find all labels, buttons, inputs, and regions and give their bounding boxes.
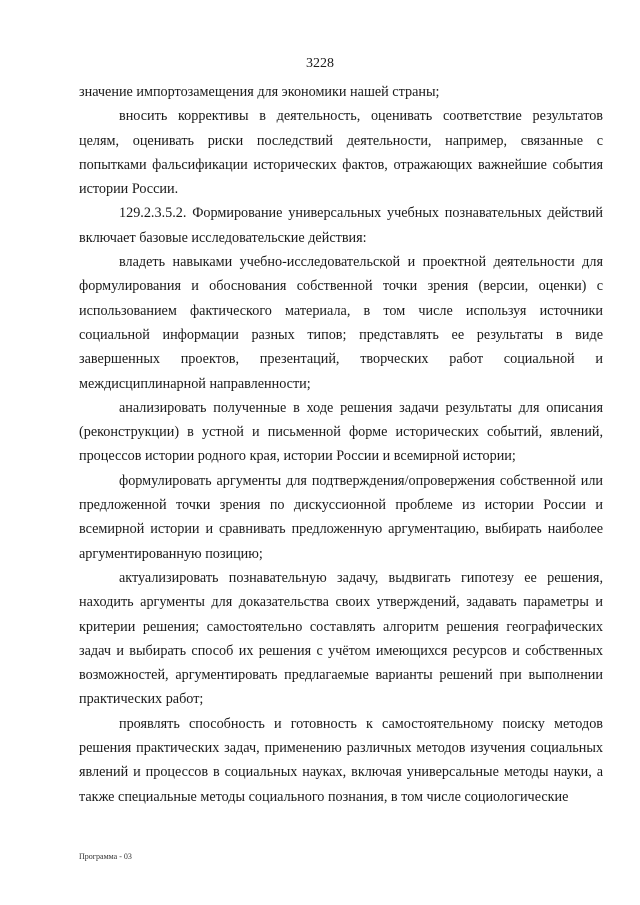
paragraph-3: 129.2.3.5.2. Формирование универсальных учебных познавательных действий включает базовые исследовательские действия: — [79, 205, 603, 246]
paragraph-2: вносить коррективы в деятельность, оценивать соответствие результатов целям, оценивать риски последствий деятельности, например, связанные с попытками фальсификации исторических фактов, отражающих важнейшие события истории России. — [79, 108, 603, 198]
paragraph-1: значение импортозамещения для экономики нашей страны; — [79, 84, 440, 100]
paragraph-7: актуализировать познавательную задачу, выдвигать гипотезу ее решения, находить аргументы для доказательства своих утверждений, задавать параметры и критерии решения; самостоятельно составлять алгоритм решения географических задач и выбирать способ их решения с учётом имеющихся ресурсов и собственных возможностей, аргументировать предлагаемые варианты решений при выполнении практических работ; — [79, 569, 603, 708]
footer-mark: Программа - 03 — [79, 852, 132, 861]
paragraph-5: анализировать полученные в ходе решения задачи результаты для описания (реконструкции) в устной и письменной форме исторических событий, явлений, процессов истории родного края, истории России и всемирной истории; — [79, 399, 603, 465]
paragraph-4: владеть навыками учебно-исследовательской и проектной деятельности для формулирования и обоснования собственной точки зрения (версии, оценки) с использованием фактического материала, в том числе используя источники социальной информации разных типов; представлять ее результаты в виде завершенных проектов, презентаций, творческих работ социальной и междисциплинарной направленности; — [79, 254, 603, 392]
page-number: 3228 — [306, 56, 334, 71]
paragraph-8: проявлять способность и готовность к самостоятельному поиску методов решения практических задач, применению различных методов изучения социальных явлений и процессов в социальных науках, включая универсальные методы науки, а также специальные методы социального познания, в том числе социологические — [79, 715, 603, 805]
paragraph-6: формулировать аргументы для подтверждения/опровержения собственной или предложенной точки зрения по дискуссионной проблеме из истории России и всемирной истории и сравнивать предложенную аргументацию, выбирать наиболее аргументированную позицию; — [79, 472, 603, 562]
body-text — [79, 80, 603, 809]
